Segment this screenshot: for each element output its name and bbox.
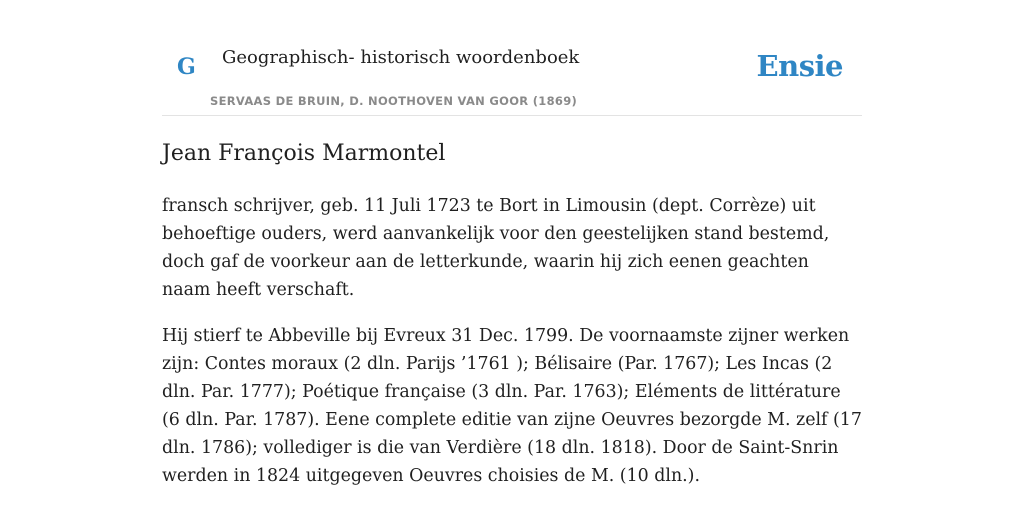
book-logo[interactable]: G (177, 54, 196, 80)
book-authors: SERVAAS DE BRUIN, D. NOOTHOVEN VAN GOOR (1869) (210, 94, 578, 108)
page (162, 0, 862, 486)
header (162, 0, 862, 116)
book-title-link[interactable]: Geographisch- historisch woordenboek (222, 47, 580, 68)
ensie-logo[interactable]: Ensie (756, 49, 843, 83)
entry-paragraph: Hij stierf te Abbeville bij Evreux 31 Dec. 1799. De voornaamste zijner werken zijn: Contes moraux (2 dln. Parijs ’1761 ); Bélisaire (Par. 1767); Les Incas (2 dln. Par. 1777); Poétique française (3 dln. Par. 1763); Eléments de littérature (6 dln. Par. 1787). Eene complete editie van zijne Oeuvres bezorgde M. zelf (17 dln. 1786); vollediger is die van Verdière (18 dln. 1818). Door de Saint-Snrin werden in 1824 uitgegeven Oeuvres choisies de M. (10 dln.). (162, 326, 862, 486)
entry-body (162, 192, 862, 508)
entry-paragraph: fransch schrijver, geb. 11 Juli 1723 te Bort in Limousin (dept. Corrèze) uit behoeftige ouders, werd aanvankelijk voor den geestelijken stand bestemd, doch gaf de voorkeur aan de letterkunde, waarin hij zich eenen geachten naam heeft verschaft. (162, 196, 830, 300)
entry-title: Jean François Marmontel (162, 141, 446, 166)
